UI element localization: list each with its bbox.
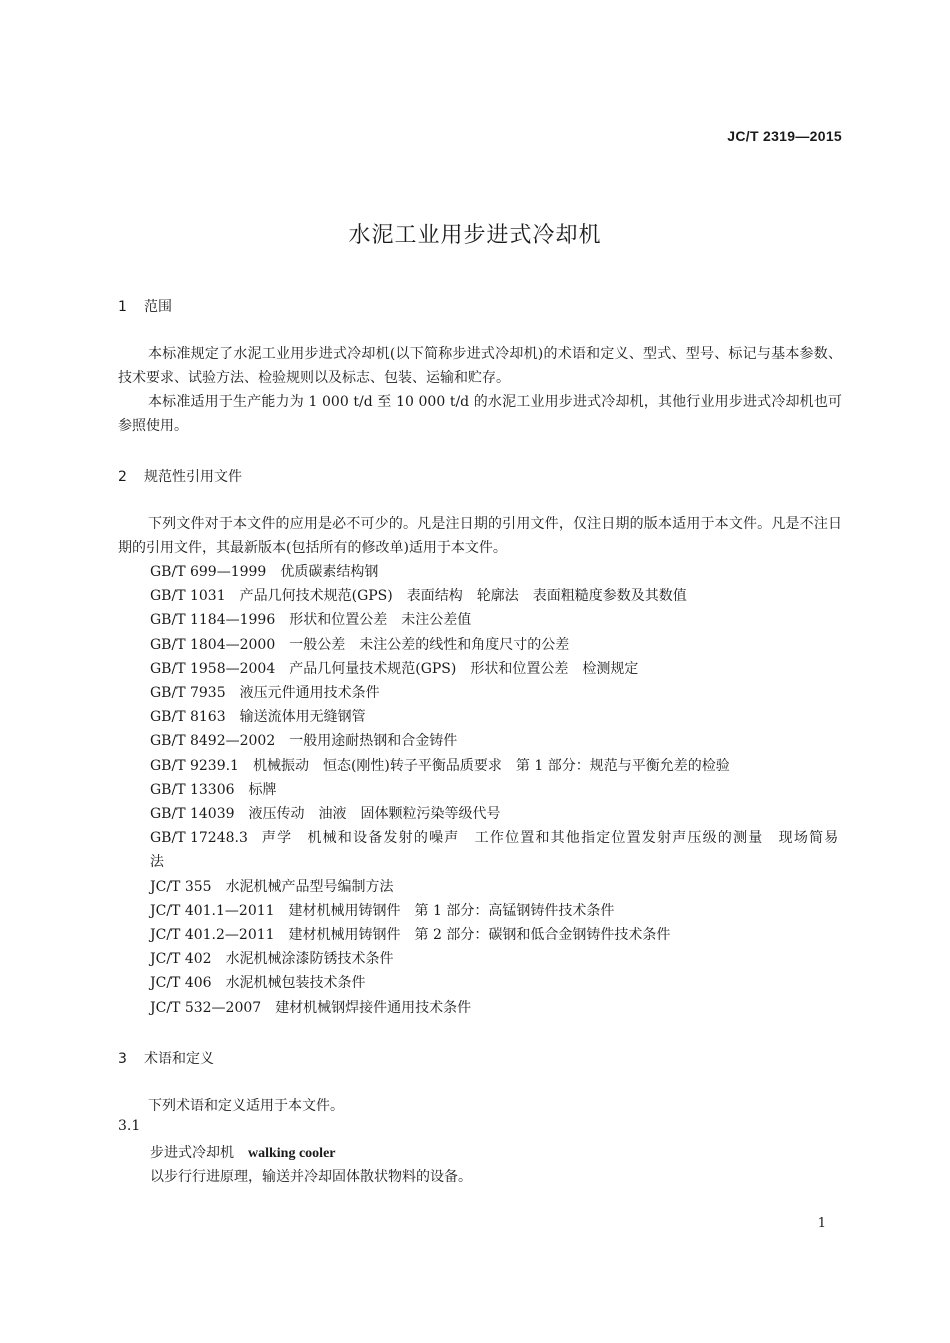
reference-title: 形状和位置公差 未注公差值 — [289, 612, 472, 629]
reference-item — [118, 754, 842, 778]
term-chinese: 步进式冷却机 — [150, 1145, 234, 1161]
reference-code: JC/T 401.2—2011 — [150, 927, 275, 944]
reference-item — [118, 947, 842, 971]
section-number: 2 — [118, 469, 127, 485]
term-definition: 以步行行进原理，输送并冷却固体散状物料的设备。 — [150, 1169, 472, 1185]
reference-title: 液压元件通用技术条件 — [239, 685, 380, 702]
reference-item — [118, 996, 842, 1020]
reference-title: 液压传动 油液 固体颗粒污染等级代号 — [248, 806, 501, 823]
reference-title: 建材机械用铸钢件 第 2 部分：碳钢和低合金钢铸件技术条件 — [288, 927, 671, 944]
reference-title: 建材机械钢焊接件通用技术条件 — [275, 999, 472, 1016]
reference-code: GB/T 1804—2000 — [150, 636, 276, 653]
term-english: walking cooler — [248, 1146, 336, 1161]
reference-title: 建材机械用铸钢件 第 1 部分：高锰钢铸件技术条件 — [288, 902, 615, 919]
scope-paragraph: 本标准适用于生产能力为 1 000 t/d 至 10 000 t/d 的水泥工业用步进式冷却机，其他行业用步进式冷却机也可参照使用。 — [118, 394, 842, 434]
reference-title: 一般用途耐热钢和合金铸件 — [289, 733, 458, 750]
terms-intro: 下列术语和定义适用于本文件。 — [148, 1098, 344, 1114]
page-number: 1 — [817, 1216, 826, 1231]
section-title: 规范性引用文件 — [144, 469, 242, 485]
reference-title: 声学 机械和设备发射的噪声 工作位置和其他指定位置发射声压级的测量 现场简易法 — [150, 830, 840, 871]
reference-title: 产品几何技术规范(GPS) 表面结构 轮廓法 表面粗糙度参数及其数值 — [239, 588, 687, 605]
standard-code: JC/T 2319—2015 — [727, 128, 842, 144]
reference-code: GB/T 1958—2004 — [150, 660, 276, 677]
section-heading-scope — [118, 296, 172, 316]
reference-item — [118, 584, 842, 608]
reference-title: 输送流体用无缝钢管 — [239, 709, 366, 726]
reference-title: 一般公差 未注公差的线性和角度尺寸的公差 — [289, 636, 570, 653]
reference-item — [118, 899, 842, 923]
reference-title: 水泥机械产品型号编制方法 — [225, 878, 394, 895]
reference-item — [118, 923, 842, 947]
reference-code: GB/T 8492—2002 — [150, 733, 276, 750]
reference-code: GB/T 699—1999 — [150, 564, 267, 580]
section-heading-terms — [118, 1048, 214, 1068]
reference-item — [118, 560, 842, 584]
reference-item — [118, 778, 842, 802]
reference-item — [118, 657, 842, 681]
reference-title: 优质碳素结构钢 — [280, 564, 379, 580]
reference-item — [118, 971, 842, 995]
document-title: 水泥工业用步进式冷却机 — [348, 223, 602, 248]
reference-code: GB/T 8163 — [150, 709, 226, 726]
reference-item — [118, 681, 842, 705]
reference-item — [118, 608, 842, 632]
reference-code: GB/T 1031 — [150, 588, 226, 605]
normative-intro: 下列文件对于本文件的应用是必不可少的。凡是注日期的引用文件，仅注日期的版本适用于本文件。凡是不注日期的引用文件，其最新版本(包括所有的修改单)适用于本文件。 — [118, 516, 842, 556]
section-number: 1 — [118, 299, 127, 315]
term-heading — [150, 1142, 336, 1162]
reference-title: 机械振动 恒态(刚性)转子平衡品质要求 第 1 部分：规范与平衡允差的检验 — [252, 757, 730, 774]
reference-item — [118, 802, 842, 826]
reference-code: GB/T 13306 — [150, 781, 235, 798]
reference-item — [118, 633, 842, 657]
reference-item — [118, 705, 842, 729]
term-number: 3.1 — [118, 1118, 141, 1134]
reference-code: JC/T 401.1—2011 — [150, 902, 275, 919]
reference-list — [118, 560, 842, 1020]
scope-paragraph: 本标准规定了水泥工业用步进式冷却机(以下简称步进式冷却机)的术语和定义、型式、型号、标记与基本参数、技术要求、试验方法、检验规则以及标志、包装、运输和贮存。 — [118, 346, 842, 386]
reference-title: 水泥机械涂漆防锈技术条件 — [225, 951, 394, 968]
section-heading-normative — [118, 466, 242, 486]
reference-item — [118, 729, 842, 753]
reference-code: GB/T 1184—1996 — [150, 612, 276, 629]
reference-code: GB/T 9239.1 — [150, 757, 239, 774]
section-title: 范围 — [144, 299, 172, 315]
reference-code: JC/T 406 — [150, 975, 212, 992]
reference-title: 标牌 — [248, 781, 277, 798]
section-number: 3 — [118, 1051, 127, 1067]
section-title: 术语和定义 — [144, 1051, 214, 1067]
reference-code: JC/T 402 — [150, 951, 212, 968]
reference-item — [118, 875, 842, 899]
reference-item — [118, 826, 842, 874]
reference-code: GB/T 17248.3 — [150, 830, 248, 847]
reference-title: 水泥机械包装技术条件 — [225, 975, 366, 992]
reference-code: GB/T 14039 — [150, 806, 235, 823]
reference-title: 产品几何量技术规范(GPS) 形状和位置公差 检测规定 — [289, 660, 639, 677]
reference-code: GB/T 7935 — [150, 685, 226, 702]
reference-code: JC/T 355 — [150, 878, 212, 895]
reference-code: JC/T 532—2007 — [150, 999, 262, 1016]
